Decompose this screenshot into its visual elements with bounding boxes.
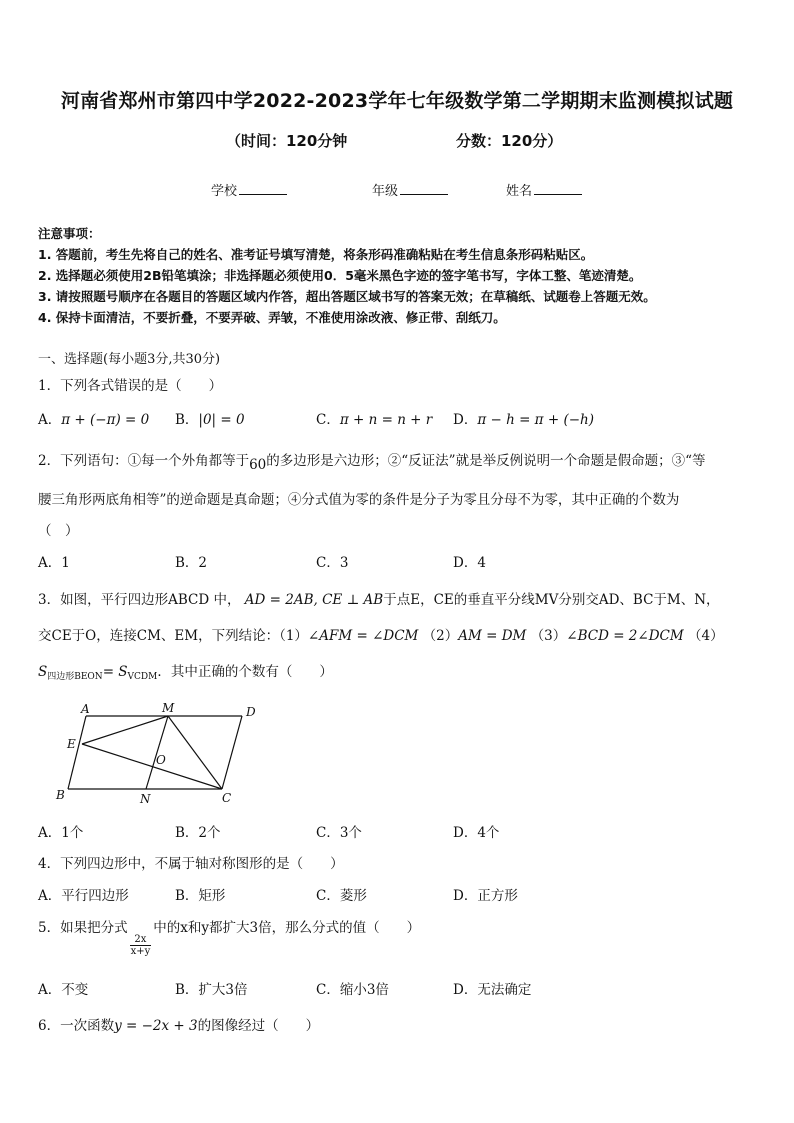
q1-option-b: B．|0| = 0 <box>175 412 245 428</box>
q5-option-c: C．缩小3倍 <box>316 982 389 998</box>
notice-item-4: 4. 保持卡面清洁，不要折叠，不要弄破、弄皱，不准使用涂改液、修正带、刮纸刀。 <box>38 310 506 325</box>
q4-stem: 4．下列四边形中，不属于轴对称图形的是（ ） <box>38 856 344 872</box>
label-b: B <box>56 788 65 802</box>
q1-option-d: D．π − h = π + (−h) <box>453 412 594 428</box>
q3-option-c: C．3个 <box>316 825 362 841</box>
q3-option-b: B．2个 <box>175 825 221 841</box>
parallelogram-figure <box>48 700 278 810</box>
q4-option-d: D．正方形 <box>453 888 518 904</box>
name-field: 姓名 <box>506 180 582 199</box>
name-blank[interactable] <box>534 182 582 195</box>
notice-item-2: 2. 选择题必须使用2B铅笔填涂；非选择题必须使用0．5毫米黑色字迹的签字笔书写，字体工整、笔迹清楚。 <box>38 268 642 283</box>
q5-option-a: A．不变 <box>38 982 89 998</box>
label-m: M <box>162 701 175 715</box>
exam-time: （时间：120分钟 <box>226 132 348 150</box>
q2-line-2: 腰三角形两底角相等”的逆命题是真命题；④分式值为零的条件是分子为零且分母不为零，其中正确的个数为 <box>38 492 680 508</box>
label-a: A <box>81 702 90 716</box>
q3-line-2: 交CE于O，连接CM、EM，下列结论：（1）∠AFM = ∠DCM （2）AM = DM （3）∠BCD = 2∠DCM （4） <box>38 628 724 644</box>
exam-title: 河南省郑州市第四中学2022-2023学年七年级数学第二学期期末监测模拟试题 <box>60 90 734 112</box>
q5-option-d: D．无法确定 <box>453 982 532 998</box>
q1-option-c: C．π + n = n + r <box>316 412 433 428</box>
q1-option-a: A．π + (−π) = 0 <box>38 412 150 428</box>
q3-option-a: A．1个 <box>38 825 84 841</box>
grade-blank[interactable] <box>400 182 448 195</box>
q3-option-d: D．4个 <box>453 825 500 841</box>
q2-line-1: 2．下列语句：①每一个外角都等于60的多边形是六边形；②“反证法”就是举反例说明一个命题是假命题；③“等 <box>38 453 706 473</box>
label-o: O <box>156 753 166 767</box>
label-c: C <box>222 791 232 805</box>
q4-option-a: A．平行四边形 <box>38 888 129 904</box>
q2-option-b: B．2 <box>175 555 208 571</box>
q2-option-c: C．3 <box>316 555 349 571</box>
q5-stem: 5．如果把分式 $\frac{2x}{x+y}$ 中的x和y都扩大3倍，那么分式的值（ ） <box>38 920 421 957</box>
q5-fraction: $\frac{2x}{x+y}$ <box>130 934 151 957</box>
q6-stem: 6．一次函数y = −2x + 3的图像经过（ ） <box>38 1018 320 1034</box>
q4-option-b: B．矩形 <box>175 888 226 904</box>
segment-ba <box>68 716 86 789</box>
q3-line-1: 3．如图，平行四边形ABCD 中， AD = 2AB, CE ⊥ AB于点E，CE的垂直平分线MV分别交AD、BC于M、N， <box>38 592 720 608</box>
q3-line-3: $S_{四边形BEON}= S_{VCDM}$．其中正确的个数有（ ） <box>38 664 333 682</box>
q2-option-a: A．1 <box>38 555 70 571</box>
section-heading: 一、选择题(每小题3分,共30分) <box>38 352 221 367</box>
segment-dc <box>222 716 242 789</box>
school-blank[interactable] <box>239 182 287 195</box>
label-d: D <box>246 705 256 719</box>
label-e: E <box>67 737 76 751</box>
q2-line-3: （ ） <box>38 523 79 539</box>
school-field: 学校 <box>211 180 287 199</box>
q5-option-b: B．扩大3倍 <box>175 982 248 998</box>
notice-item-3: 3. 请按照题号顺序在各题目的答题区域内作答，超出答题区域书写的答案无效；在草稿纸、试题卷上答题无效。 <box>38 289 656 304</box>
grade-field: 年级 <box>372 180 448 199</box>
q4-option-c: C．菱形 <box>316 888 367 904</box>
exam-score: 分数：120分） <box>456 132 563 150</box>
q2-option-d: D．4 <box>453 555 486 571</box>
label-n: N <box>140 792 151 806</box>
notice-item-1: 1. 答题前，考生先将自己的姓名、准考证号填写清楚，将条形码准确粘贴在考生信息条形码粘贴区。 <box>38 247 594 262</box>
q1-stem: 1．下列各式错误的是（ ） <box>38 378 223 394</box>
notice-heading: 注意事项： <box>38 226 101 241</box>
segment-ec <box>82 744 222 789</box>
segment-em <box>82 716 168 744</box>
segment-mc <box>168 716 222 789</box>
